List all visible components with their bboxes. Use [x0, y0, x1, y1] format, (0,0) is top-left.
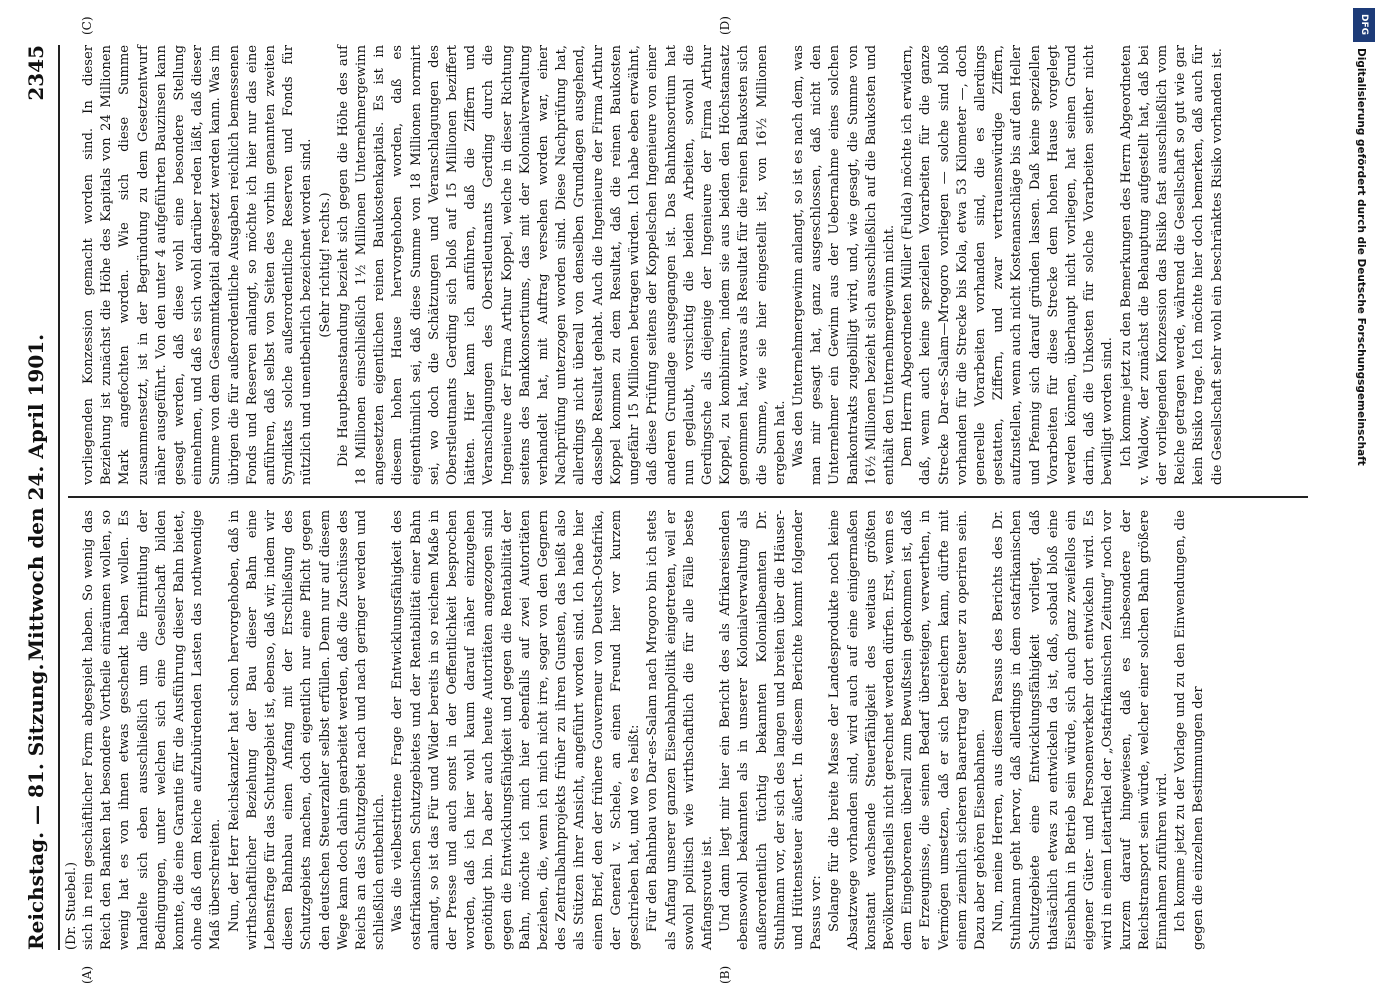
page-content — [18, 16, 1338, 984]
header-date: Mittwoch den 24. April 1901. — [24, 333, 48, 662]
margin-marker-a: (A) — [80, 965, 94, 984]
right-column-paragraph: vorliegenden Konzession gemacht worden sind. In dieser Beziehung ist zunächst die Höhe des Kapitals von 24 Millionen Mark angefochten worden. Wie sich diese Summe zusammensetzt, ist in der Begründung zu dem Gesetzentwurf näher ausgeführt. Von den unter 4 aufgeführten Bauzinsen kann gesagt werden, daß diese wohl eine besondere Stellung einnehmen, und daß es sich wohl darüber reden läßt, daß dieser Summe von dem Gesammtkapital abgesetzt werden kann. Was im übrigen die für außerordentliche Ausgaben reichlich bemessenen Fonds und Reserven anlangt, so möchte ich hier nur das eine anführen, daß selbst von Seiten des vorhin genannten zweiten Syndikats solche außerordentliche Reserven und Fonds für nützlich und unentbehrlich bezeichnet worden sind. — [81, 45, 315, 485]
left-column-paragraph: Nun, der Herr Reichskanzler hat schon hervorgehoben, daß in wirthschaftlicher Beziehung der Bau dieser Bahn eine Lebensfrage für das Schutzgebiet ist, ebenso, daß wir, indem wir diesen Bahnbau einen Anfang mit der Erschließung des Schutzgebiets machen, doch eigentlich nur eine Pflicht gegen den deutschen Steuerzahler selbst erfüllen. Denn nur auf diesem Wege kann doch dahin gearbeitet werden, daß die Zuschüsse des Reichs an das Schutzgebiet nach und nach geringer werden und schließlich entbehrlich. — [226, 510, 388, 950]
left-column-paragraph: Solange für die breite Masse der Landesprodukte noch keine Absatzwege vorhanden sind, wird auch auf eine einigermaßen konstant wachsende Steuerfähigkeit des weitaus größten Bevölkerungstheils nicht gerechnet werden dürfen. Erst, wenn es dem Eingeborenen überall zum Bewußtsein gekommen ist, daß er Erzeugnisse, die seinen Bedarf übersteigen, verwerthen, in Vermögen umsetzen, daß er sich bereichern kann, dürfte mit einem ziemlich sicheren Baarertrag der Steuer zu operiren sein. Dazu aber gehören Eisenbahnen. — [827, 510, 988, 950]
right-column-paragraph: (Sehr richtig! rechts.) — [317, 192, 333, 338]
left-column — [80, 510, 1209, 950]
right-column-paragraph: Ich komme jetzt zu den Bemerkungen des Herrn Abgeordneten v. Waldow, der zunächst die Behauptung aufgestellt hat, daß bei der vorliegenden Konzession das Risiko fast ausschließlich vom Reiche getragen werde, während die Gesellschaft so gut wie gar kein Risiko trage. Ich möchte hier doch bemerken, daß auch für die Gesellschaft sehr wohl ein beschränktes Risiko vorhanden ist. — [1118, 44, 1225, 485]
left-column-paragraph: Nun, meine Herren, aus diesem Passus des Berichts des Dr. Stuhlmann geht hervor, daß allerdings in dem ostafrikanischen Schutzgebiete eine Entwicklungsfähigkeit vorliegt, daß thatsächlich etwas zu entwickeln da ist, daß, sobald bloß eine Eisenbahn in Betrieb sein würde, sich auch ganz zweifellos ein eigener Güter- und Personenverkehr dort entwickeln wird. Es wird in einem Leitartikel der „Ostafrikanischen Zeitung“ noch vor kurzem darauf hingewiesen, daß es insbesondere der Reichstransport sein würde, welcher einer solchen Bahn größere Einnahmen zuführen wird. — [991, 510, 1170, 950]
left-column-paragraph: Was die vielbestrittene Frage der Entwicklungsfähigkeit des ostafrikanischen Schutzgebietes und der Rentabilität einer Bahn anlangt, so ist das Für und Wider bereits in so reichem Maße in der Presse und auch sonst in der Oeffentlichkeit besprochen worden, daß ich hier wohl kaum darauf näher einzugehen genöthigt bin. Da aber auch heute Autoritäten angezogen sind gegen die Entwicklungsfähigkeit und gegen die Rentabilität der Bahn, möchte ich mich hier ebenfalls auf zwei Autoritäten beziehen, die, wenn ich mich nicht irre, sogar von den Gegnern des Zentralbahnprojekts früher zu ihren Gunsten, das heißt also als Stützen ihrer Ansicht, angeführt worden sind. Ich habe hier einen Brief, den der frühere Gouverneur von Deutsch-Ostafrika, der General v. Schele, an einen Freund hier vor kurzem geschrieben hat, und wo es heißt: — [390, 510, 643, 950]
header-session: Reichstag. — 81. Sitzung. — [24, 663, 48, 950]
dfg-logo: DFG — [1353, 8, 1375, 42]
margin-marker-c: (C) — [80, 16, 94, 35]
left-column-paragraph: Ich komme jetzt zu der Vorlage und zu den Einwendungen, die gegen die einzelnen Bestimmungen der — [1173, 510, 1207, 950]
page-header — [18, 45, 52, 950]
margin-marker-d: (D) — [718, 16, 732, 35]
digitization-stamp — [1353, 8, 1375, 988]
margin-marker-b: (B) — [718, 965, 732, 984]
right-column — [80, 45, 1227, 485]
header-rule — [58, 45, 60, 950]
digitization-caption: Digitalisierung gefördert durch die Deutsche Forschungsgemeinschaft — [1355, 48, 1367, 466]
column-divider — [68, 497, 1308, 499]
left-column-paragraph: sich in rein geschäftlicher Form abgespielt haben. So wenig das Reich den Banken hat besondere Vortheile einräumen wollen, so wenig hat es von ihnen etwas geschenkt haben wollen. Es handelte sich eben ausschließlich um die Ermittlung der Bedingungen, unter welchen sich eine Gesellschaft bilden konnte, die eine Garantie für die Ausführung dieser Bahn bietet, ohne daß dem Reiche aufzubürdenden Lasten das nothwendige Maß überschreiten. — [81, 510, 224, 950]
right-column-paragraph: Die Hauptbeanstandung bezieht sich gegen die Höhe des auf 18 Millionen einschließlich 1½ Millionen Unternehmergewinn angesetzten eigentlichen reinen Baukostenkapitals. Es ist in diesem hohen Hause hervorgehoben worden, daß es eigenthümlich sei, daß diese Summe von 18 Millionen normirt sei, wo doch die Schätzungen und Veranschlagungen des Oberstleutnants Gerding sich bloß auf 15 Millionen beziffert hätten. Hier kann ich anführen, daß die Ziffern und Veranschlagungen des Oberstleutnants Gerding durch die Ingenieure der Firma Arthur Koppel, welche in dieser Richtung seitens des Bankkonsortiums, das mit der Kolonialverwaltung verhandelt hat, mit Auftrag versehen worden war, einer Nachprüfung unterzogen worden sind. Diese Nachprüfung hat, allerdings nicht überall von denselben Grundlagen ausgehend, dasselbe Resultat gehabt. Auch die Ingenieure der Firma Arthur Koppel kommen zu dem Resultat, daß die reinen Baukosten ungefähr 15 Millionen betragen würden. Ich habe eben erwähnt, daß diese Prüfung seitens der Koppelschen Ingenieure von einer anderen Grundlage ausgegangen ist. Das Bahnkonsortium hat nun geglaubt, vorsichtig die beiden Arbeiten, sowohl die Gerdingsche als diejenige der Ingenieure der Firma Arthur Koppel, zu kombiniren, indem sie aus beiden den Höchstansatz genommen hat, woraus als Resultat für die reinen Baukosten sich die Summe, wie sie hier eingestellt ist, von 16½ Millionen ergeben hat. — [335, 45, 788, 485]
left-column-paragraph: Für den Bahnbau von Dar-es-Salam nach Mrogoro bin ich stets als Anfang unserer ganzen Eisenbahnpolitik eingetreten, weil er sowohl politisch wie wirthschaftlich die für alle Fälle beste Anfangsroute ist. — [645, 510, 715, 950]
right-column-paragraph: Was den Unternehmergewinn anlangt, so ist es nach dem, was man mir gesagt hat, ganz ausgeschlossen, daß nicht den Unternehmer ein Gewinn aus der Uebernahme eines solchen Bankontrakts zugebilligt wird, und, wie gesagt, die Summe von 16½ Millionen bezieht sich ausschließlich auf die Baukosten und enthält den Unternehmergewinn nicht. — [790, 45, 897, 485]
speaker-heading: (Dr. Stuebel.) — [64, 861, 79, 950]
right-column-paragraph: Dem Herrn Abgeordneten Müller (Fulda) möchte ich erwidern, daß, wenn auch keine speziellen Vorarbeiten für die ganze Strecke Dar-es-Salam—Mrogoro vorliegen — solche sind bloß vorhanden für die Strecke bis Kola, etwa 53 Kilometer —, doch generelle Vorarbeiten vorhanden sind, die es allerdings gestatten, Ziffern, und zwar vertrauenswürdige Ziffern, aufzustellen, wenn auch nicht Kostenanschläge bis auf den Heller und Pfennig sich darauf gründen lassen. Daß keine speziellen Vorarbeiten für diese Strecke dem hohen Hause vorgelegt werden können, überhaupt nicht vorliegen, hat seinen Grund darin, daß die Unkosten für solche Vorarbeiten seither nicht bewilligt worden sind. — [900, 45, 1116, 485]
left-column-paragraph: Und dann liegt mir hier ein Bericht des als Afrikareisenden ebensowohl bekannten als in unserer Kolonialverwaltung als außerordentlich tüchtig bekannten Kolonialbeamten Dr. Stuhlmann vor, der sich des langen und breiten über die Häuser- und Hüttensteuer äußert. In diesem Berichte kommt folgender Passus vor: — [718, 510, 825, 950]
page-number: 2345 — [24, 45, 48, 101]
